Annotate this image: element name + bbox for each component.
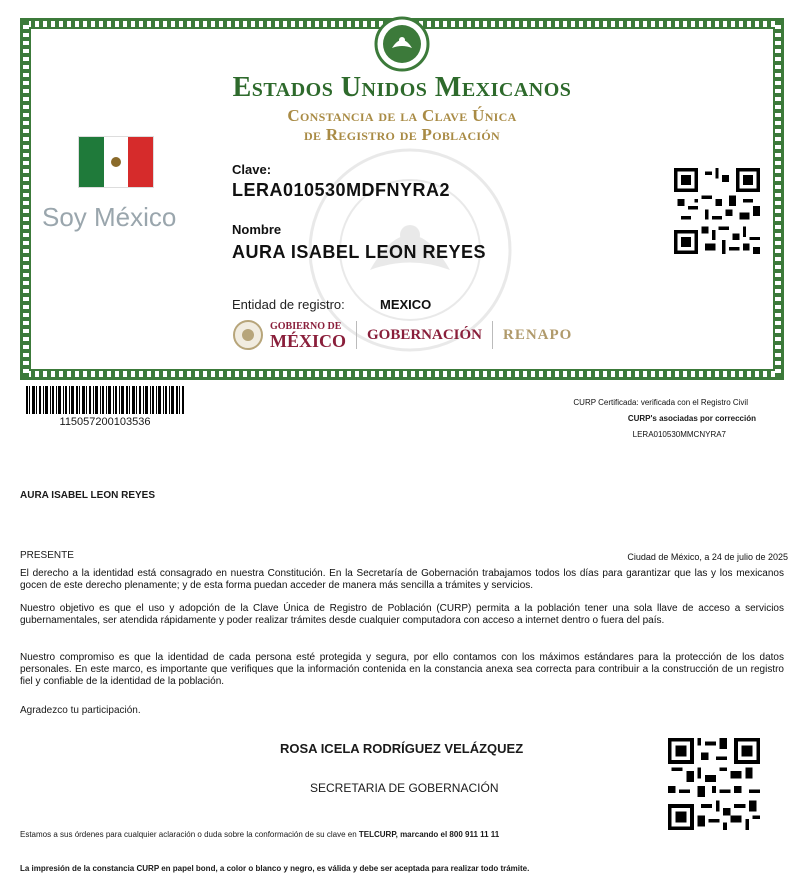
document-subtitle-2: de Registro de Población — [304, 125, 500, 144]
contact-text: Estamos a sus órdenes para cualquier aclaración o duda sobre la conformación de su clave en — [20, 830, 359, 839]
qr-code-icon — [674, 168, 760, 254]
national-seal-icon — [372, 14, 432, 74]
barcode-number: 115057200103536 — [59, 416, 151, 428]
gobernacion-logo: GOBERNACIÓN — [367, 326, 483, 343]
letter-paragraph-1: El derecho a la identidad está consagrado en nuestra Constitución. En la Secretaría de Gobernación trabajamos todos los días para garantizar que las y los mexicanos gocen de este derecho plenamente; y de esta forma puedan acceder de manera más sencilla a trámites y servicios. — [20, 568, 784, 591]
renapo-logo: RENAPO — [503, 326, 573, 343]
letter-recipient: AURA ISABEL LEON REYES — [20, 490, 156, 501]
contact-telcurp: TELCURP, marcando el 800 911 11 11 — [358, 830, 500, 839]
letter-thanks: Agradezco tu participación. — [20, 705, 141, 716]
gobierno-de-mexico-logo — [232, 319, 346, 351]
gobierno-seal-icon — [232, 319, 264, 351]
barcode-icon — [26, 386, 184, 414]
curp-asociada-value: LERA010530MMCNYRA7 — [632, 430, 726, 439]
signer-title: SECRETARIA DE GOBERNACIÓN — [310, 781, 499, 795]
footer-note: La impresión de la constancia CURP en papel bond, a color o blanco y negro, es válida y debe ser aceptada para realizar todo trámite. — [20, 864, 530, 873]
institution-logos — [232, 318, 572, 352]
document-subtitle-1: Constancia de la Clave Única — [287, 106, 517, 125]
soy-mexico-brand: Soy México — [42, 202, 177, 232]
mexico-flag-icon — [78, 136, 154, 188]
entidad-label: Entidad de registro: — [232, 297, 345, 312]
letter-paragraph-2: Nuestro objetivo es que el uso y adopción de la Clave Única de Registro de Población (CURP) permita a la población tener una sola llave de acceso a servicios gubernamentales, ser atendida rápidamente y poder realizar trámites desde cualquier computadora con acceso a internet dentro o fuera del país. — [20, 603, 784, 626]
letter-presente: PRESENTE — [20, 550, 74, 561]
entidad-value: MEXICO — [380, 297, 432, 312]
frame-pattern-bottom — [23, 371, 781, 377]
letter-paragraph-3: Nuestro compromiso es que la identidad de cada persona esté protegida y segura, por ello contamos con los máximos estándares para la protección de los datos personales. En este marco, es importante que verifiques que la información contenida en la constancia anexa sea correcta para contribuir a la construcción de un registro fiel y confiable de la identidad de la población. — [20, 652, 784, 687]
clave-label: Clave: — [232, 162, 272, 177]
mexico-text: MÉXICO — [270, 330, 346, 351]
nombre-label: Nombre — [232, 222, 282, 237]
curp-asociadas-label: CURP's asociadas por corrección — [627, 414, 756, 423]
document-title: Estados Unidos Mexicanos — [232, 72, 572, 103]
signer-name: ROSA ICELA RODRÍGUEZ VELÁZQUEZ — [280, 741, 524, 756]
curp-certificada: CURP Certificada: verificada con el Registro Civil — [573, 398, 748, 407]
gobierno-text: GOBIERNO DE — [270, 320, 342, 332]
logo-divider — [492, 321, 493, 349]
letter-place-date: Ciudad de México, a 24 de julio de 2025 — [627, 552, 788, 562]
clave-value: LERA010530MDFNYRA2 — [232, 180, 451, 200]
nombre-value: AURA ISABEL LEON REYES — [232, 242, 487, 262]
qr-code-icon — [668, 738, 760, 830]
contact-line — [20, 830, 499, 839]
logo-divider — [356, 321, 357, 349]
